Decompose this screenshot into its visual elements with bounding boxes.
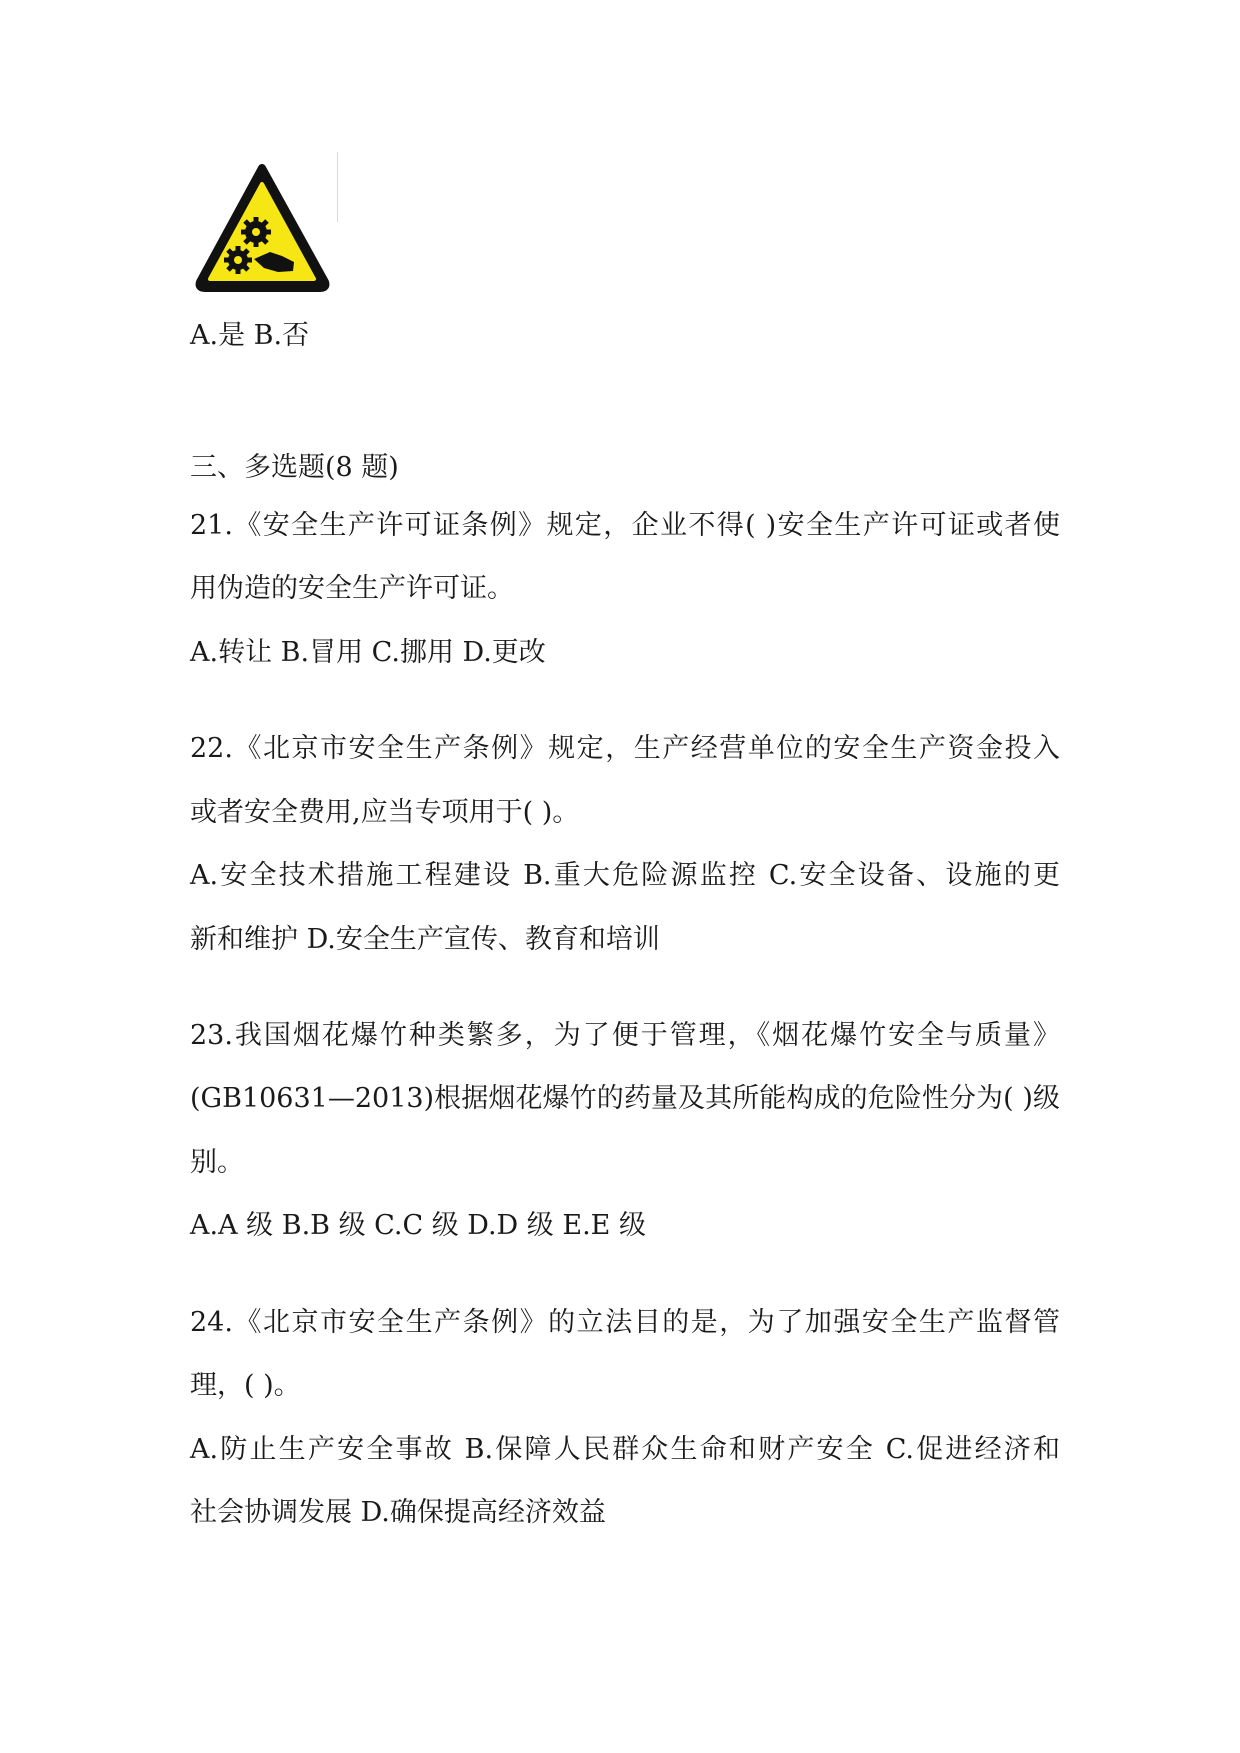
question-text: 用伪造的安全生产许可证。 [190, 573, 514, 604]
question-text: 别。 [190, 1147, 244, 1178]
answer-options: 社会协调发展 D.确保提高经济效益 [190, 1497, 606, 1528]
gear-entanglement-warning-icon [190, 158, 335, 298]
answer-options: 新和维护 D.安全生产宣传、教育和培训 [190, 924, 660, 955]
answer-options: A.安全技术措施工程建设 B.重大危险源监控 C.安全设备、设施的更 [190, 860, 1060, 891]
section-title: 三、多选题(8 题) [190, 452, 399, 483]
gear-icon [224, 246, 252, 274]
question-text: 或者安全费用,应当专项用于( )。 [190, 797, 580, 828]
question-text: 22.《北京市安全生产条例》规定，生产经营单位的安全生产资金投入 [190, 733, 1060, 764]
answer-options: A.是 B.否 [190, 320, 310, 351]
gear-icon [241, 217, 271, 247]
question-text: 理，( )。 [190, 1370, 301, 1401]
question-text: 23.我国烟花爆竹种类繁多，为了便于管理，《烟花爆竹安全与质量》 [190, 1020, 1060, 1051]
divider [337, 152, 338, 222]
answer-options: A.A 级 B.B 级 C.C 级 D.D 级 E.E 级 [190, 1210, 646, 1241]
question-text: 21.《安全生产许可证条例》规定，企业不得( )安全生产许可证或者使 [190, 510, 1060, 541]
question-text: (GB10631—2013)根据烟花爆竹的药量及其所能构成的危险性分为( )级 [190, 1083, 1060, 1114]
answer-options: A.转让 B.冒用 C.挪用 D.更改 [190, 637, 546, 668]
answer-options: A.防止生产安全事故 B.保障人民群众生命和财产安全 C.促进经济和 [190, 1434, 1060, 1465]
question-text: 24.《北京市安全生产条例》的立法目的是，为了加强安全生产监督管 [190, 1307, 1060, 1338]
